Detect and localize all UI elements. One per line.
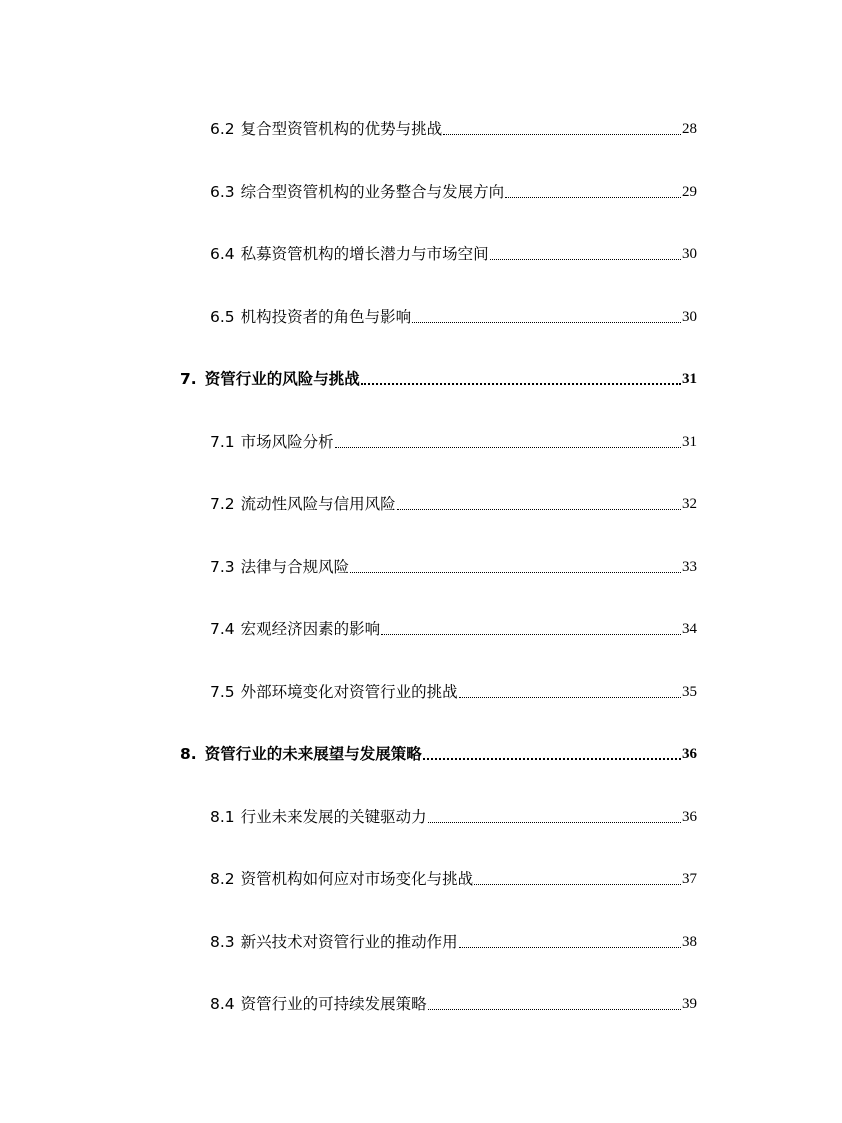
section-title: 资管行业的可持续发展策略 <box>240 995 427 1013</box>
section-number: 6.5 <box>210 308 235 326</box>
page-number: 34 <box>682 621 697 637</box>
toc-entry-7-4[interactable] <box>210 617 697 641</box>
section-title: 流动性风险与信用风险 <box>240 495 396 513</box>
dot-leader <box>350 572 681 573</box>
section-number: 7.4 <box>210 620 235 638</box>
toc-entry-6-5[interactable] <box>210 305 697 329</box>
section-number: 7.5 <box>210 683 235 701</box>
section-title: 综合型资管机构的业务整合与发展方向 <box>240 183 505 201</box>
page-number: 31 <box>682 434 697 450</box>
section-title: 法律与合规风险 <box>240 558 350 576</box>
page-number: 32 <box>682 496 697 512</box>
page-number: 38 <box>682 934 697 950</box>
section-title: 行业未来发展的关键驱动力 <box>240 808 427 826</box>
section-title: 复合型资管机构的优势与挑战 <box>240 120 443 138</box>
page-number: 35 <box>682 684 697 700</box>
section-number: 8.2 <box>210 870 235 888</box>
dot-leader <box>423 758 681 760</box>
section-title: 机构投资者的角色与影响 <box>240 308 412 326</box>
dot-leader <box>335 447 681 448</box>
section-title: 市场风险分析 <box>240 433 334 451</box>
dot-leader <box>474 884 681 885</box>
dot-leader <box>397 509 681 510</box>
section-title: 新兴技术对资管行业的推动作用 <box>240 933 458 951</box>
section-number: 7.1 <box>210 433 235 451</box>
page-number: 37 <box>682 871 697 887</box>
toc-entry-8-2[interactable] <box>210 867 697 891</box>
section-number: 7.2 <box>210 495 235 513</box>
dot-leader <box>428 822 681 823</box>
chapter-title: 资管行业的未来展望与发展策略 <box>204 745 422 763</box>
section-number: 8.4 <box>210 995 235 1013</box>
dot-leader <box>505 197 681 198</box>
page-number: 30 <box>682 246 697 262</box>
toc-entry-6-4[interactable] <box>210 242 697 266</box>
chapter-number: 7. <box>180 370 197 388</box>
toc-entry-6-3[interactable] <box>210 180 697 204</box>
toc-entry-7-1[interactable] <box>210 430 697 454</box>
page-number: 28 <box>682 121 697 137</box>
toc-chapter-7[interactable] <box>180 367 697 391</box>
chapter-title: 资管行业的风险与挑战 <box>204 370 360 388</box>
chapter-number: 8. <box>180 745 197 763</box>
toc-chapter-8[interactable] <box>180 742 697 766</box>
section-title: 资管机构如何应对市场变化与挑战 <box>240 870 474 888</box>
toc-entry-7-5[interactable] <box>210 680 697 704</box>
page-number: 39 <box>682 996 697 1012</box>
section-title: 私募资管机构的增长潜力与市场空间 <box>240 245 489 263</box>
section-number: 6.2 <box>210 120 235 138</box>
section-number: 7.3 <box>210 558 235 576</box>
toc-entry-7-2[interactable] <box>210 492 697 516</box>
section-title: 宏观经济因素的影响 <box>240 620 381 638</box>
dot-leader <box>412 322 681 323</box>
page-number: 29 <box>682 184 697 200</box>
page-number: 33 <box>682 559 697 575</box>
section-number: 8.1 <box>210 808 235 826</box>
dot-leader <box>428 1009 681 1010</box>
page-number: 30 <box>682 309 697 325</box>
dot-leader <box>443 134 681 135</box>
section-number: 6.4 <box>210 245 235 263</box>
dot-leader <box>381 634 681 635</box>
dot-leader <box>490 259 681 260</box>
toc-entry-8-4[interactable] <box>210 992 697 1016</box>
toc-entry-8-1[interactable] <box>210 805 697 829</box>
page-number: 36 <box>682 746 697 762</box>
toc-entry-7-3[interactable] <box>210 555 697 579</box>
dot-leader <box>459 697 681 698</box>
section-number: 6.3 <box>210 183 235 201</box>
section-number: 8.3 <box>210 933 235 951</box>
page-number: 36 <box>682 809 697 825</box>
toc-entry-8-3[interactable] <box>210 930 697 954</box>
page-number: 31 <box>682 371 697 387</box>
section-title: 外部环境变化对资管行业的挑战 <box>240 683 458 701</box>
dot-leader <box>459 947 681 948</box>
dot-leader <box>361 383 681 385</box>
toc-entry-6-2[interactable] <box>210 117 697 141</box>
